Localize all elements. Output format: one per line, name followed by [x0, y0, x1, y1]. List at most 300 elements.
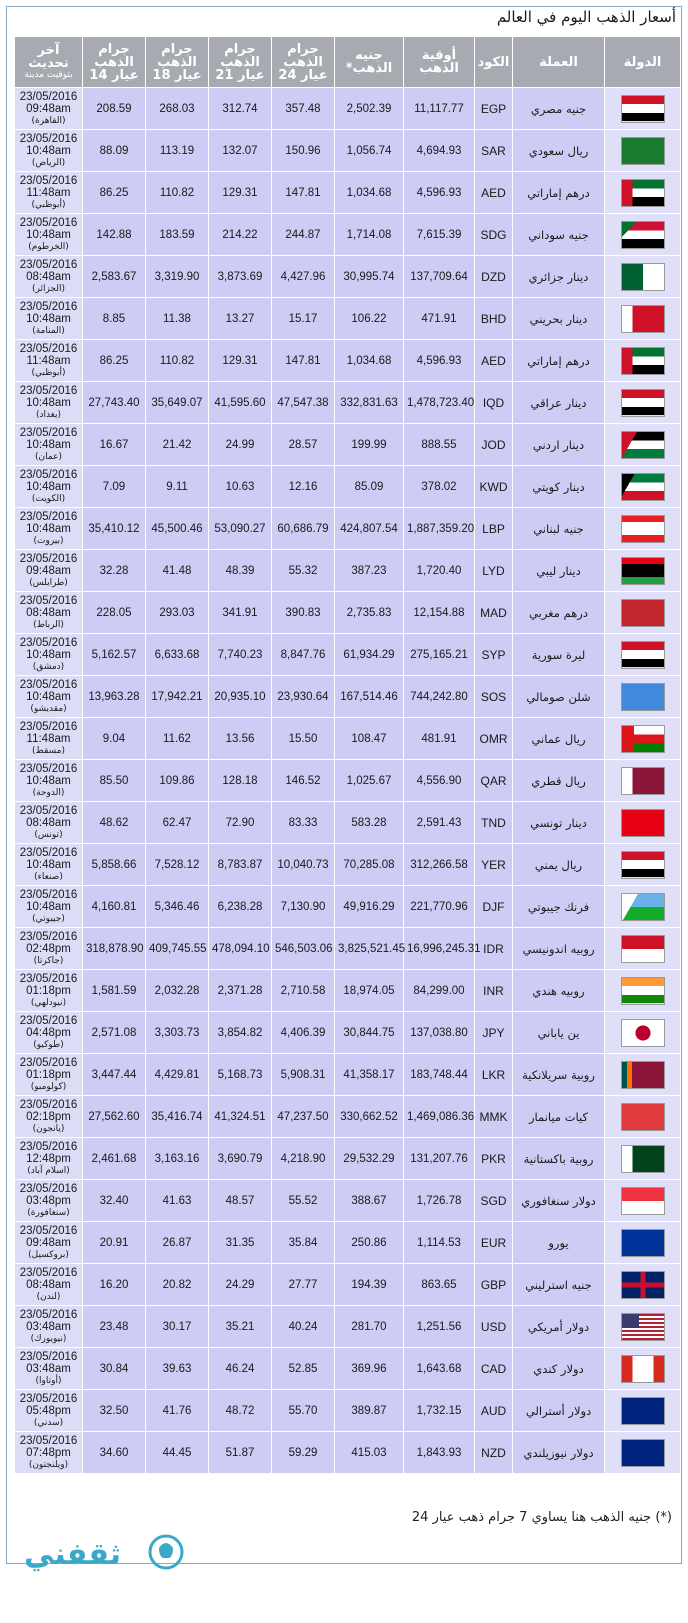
currency-cell: ريال سعودي: [513, 130, 605, 172]
code-cell: OMR: [475, 718, 513, 760]
flag-cell: [605, 88, 681, 130]
flag-cell: [605, 130, 681, 172]
currency-cell: دولار كندي: [513, 1348, 605, 1390]
pound-cell: 387.23: [335, 550, 404, 592]
g18-cell: 293.03: [146, 592, 209, 634]
updated-cell: [15, 508, 83, 550]
ounce-cell: 1,887,359.20: [404, 508, 475, 550]
table-row: [15, 214, 681, 256]
currency-cell: جنيه استرليني: [513, 1264, 605, 1306]
update-date: 23/05/2016: [19, 1350, 78, 1363]
updated-cell: [15, 1348, 83, 1390]
code-cell: BHD: [475, 298, 513, 340]
g18-cell: 21.42: [146, 424, 209, 466]
pound-cell: 1,056.74: [335, 130, 404, 172]
g14-cell: 13,963.28: [83, 676, 146, 718]
code-cell: AED: [475, 340, 513, 382]
code-cell: NZD: [475, 1432, 513, 1474]
table-row: [15, 1306, 681, 1348]
g14-cell: 3,447.44: [83, 1054, 146, 1096]
code-cell: INR: [475, 970, 513, 1012]
g24-cell: 146.52: [272, 760, 335, 802]
g21-cell: 20,935.10: [209, 676, 272, 718]
currency-cell: يورو: [513, 1222, 605, 1264]
indonesia-flag-icon: [621, 935, 665, 963]
update-time: 09:48am: [26, 102, 71, 115]
update-time: 02:18pm: [26, 1110, 71, 1123]
currency-cell: دينار عراقي: [513, 382, 605, 424]
pound-cell: 61,934.29: [335, 634, 404, 676]
tunisia-flag-icon: [621, 809, 665, 837]
update-date: 23/05/2016: [19, 762, 78, 775]
updated-cell: [15, 172, 83, 214]
update-date: 23/05/2016: [19, 90, 78, 103]
code-cell: EGP: [475, 88, 513, 130]
update-date: 23/05/2016: [19, 720, 78, 733]
g21-cell: 6,238.28: [209, 886, 272, 928]
g18-cell: 41.76: [146, 1390, 209, 1432]
code-cell: SDG: [475, 214, 513, 256]
currency-cell: جنيه سوداني: [513, 214, 605, 256]
ounce-cell: 11,117.77: [404, 88, 475, 130]
header-g18: جرام الذهب عيار 18: [146, 37, 209, 88]
g18-cell: 41.48: [146, 550, 209, 592]
flag-cell: [605, 634, 681, 676]
update-time: 10:48am: [26, 690, 71, 703]
pound-cell: 199.99: [335, 424, 404, 466]
g18-cell: 4,429.81: [146, 1054, 209, 1096]
update-city: (نيودلهي): [30, 997, 67, 1008]
update-city: (المنامة): [32, 325, 65, 336]
currency-cell: دولار نيوزيلندي: [513, 1432, 605, 1474]
update-date: 23/05/2016: [19, 216, 78, 229]
currency-cell: ليرة سورية: [513, 634, 605, 676]
updated-cell: [15, 1264, 83, 1306]
g14-cell: 1,581.59: [83, 970, 146, 1012]
ounce-cell: 221,770.96: [404, 886, 475, 928]
pound-cell: 106.22: [335, 298, 404, 340]
code-cell: EUR: [475, 1222, 513, 1264]
updated-cell: [15, 1012, 83, 1054]
update-city: (بروكسيل): [28, 1249, 69, 1260]
australia-flag-icon: [621, 1397, 665, 1425]
update-time: 10:48am: [26, 312, 71, 325]
uae-flag-icon: [621, 179, 665, 207]
g21-cell: 5,168.73: [209, 1054, 272, 1096]
g18-cell: 6,633.68: [146, 634, 209, 676]
header-ounce: أوقية الذهب: [404, 37, 475, 88]
newzealand-flag-icon: [621, 1439, 665, 1467]
yemen-flag-icon: [621, 851, 665, 879]
g21-cell: 129.31: [209, 340, 272, 382]
bahrain-flag-icon: [621, 305, 665, 333]
code-cell: AED: [475, 172, 513, 214]
update-time: 10:48am: [26, 774, 71, 787]
update-date: 23/05/2016: [19, 174, 78, 187]
g24-cell: 4,218.90: [272, 1138, 335, 1180]
code-cell: LBP: [475, 508, 513, 550]
g24-cell: 35.84: [272, 1222, 335, 1264]
uk-flag-icon: [621, 1271, 665, 1299]
table-row: [15, 88, 681, 130]
g14-cell: 27,562.60: [83, 1096, 146, 1138]
g24-cell: 244.87: [272, 214, 335, 256]
update-city: (اسلام آباد): [27, 1165, 70, 1176]
update-date: 23/05/2016: [19, 888, 78, 901]
somalia-flag-icon: [621, 683, 665, 711]
ounce-cell: 137,038.80: [404, 1012, 475, 1054]
update-date: 23/05/2016: [19, 1224, 78, 1237]
flag-cell: [605, 844, 681, 886]
g21-cell: 48.72: [209, 1390, 272, 1432]
update-city: (الدوحة): [32, 787, 65, 798]
update-date: 23/05/2016: [19, 1140, 78, 1153]
table-row: [15, 1180, 681, 1222]
currency-cell: دينار كويتي: [513, 466, 605, 508]
code-cell: DZD: [475, 256, 513, 298]
update-city: (الكويت): [31, 493, 66, 504]
g18-cell: 30.17: [146, 1306, 209, 1348]
updated-cell: [15, 1096, 83, 1138]
g21-cell: 3,873.69: [209, 256, 272, 298]
updated-cell: [15, 676, 83, 718]
page-title: أسعار الذهب اليوم في العالم: [496, 8, 676, 26]
table-row: [15, 1432, 681, 1474]
g24-cell: 147.81: [272, 340, 335, 382]
table-row: [15, 928, 681, 970]
flag-cell: [605, 382, 681, 424]
updated-cell: [15, 886, 83, 928]
update-city: (صنعاء): [34, 871, 63, 882]
logo-text: ثقفني: [24, 1537, 122, 1572]
update-time: 03:48pm: [26, 1194, 71, 1207]
ounce-cell: 744,242.80: [404, 676, 475, 718]
update-city: (الرياض): [31, 157, 66, 168]
ounce-cell: 1,469,086.36: [404, 1096, 475, 1138]
g24-cell: 47,237.50: [272, 1096, 335, 1138]
update-time: 11:48am: [26, 186, 71, 199]
update-time: 10:48am: [26, 228, 71, 241]
code-cell: SAR: [475, 130, 513, 172]
currency-cell: جنيه مصري: [513, 88, 605, 130]
table-body: [15, 88, 681, 1474]
g18-cell: 9.11: [146, 466, 209, 508]
header-updated: [15, 37, 83, 88]
update-time: 10:48am: [26, 648, 71, 661]
updated-cell: [15, 424, 83, 466]
g14-cell: 318,878.90: [83, 928, 146, 970]
code-cell: YER: [475, 844, 513, 886]
code-cell: SYP: [475, 634, 513, 676]
header-g14: جرام الذهب عيار 14: [83, 37, 146, 88]
updated-cell: [15, 256, 83, 298]
update-date: 23/05/2016: [19, 804, 78, 817]
g18-cell: 20.82: [146, 1264, 209, 1306]
egypt-flag-icon: [621, 95, 665, 123]
header-pound: جنيه الذهب*: [335, 37, 404, 88]
pound-cell: 1,034.68: [335, 172, 404, 214]
update-time: 01:18pm: [26, 1068, 71, 1081]
g24-cell: 4,427.96: [272, 256, 335, 298]
pound-cell: 1,714.08: [335, 214, 404, 256]
g21-cell: 35.21: [209, 1306, 272, 1348]
g21-cell: 3,690.79: [209, 1138, 272, 1180]
update-city: (الجزائر): [31, 283, 65, 294]
ounce-cell: 4,596.93: [404, 172, 475, 214]
update-city: (أبوظبي): [31, 367, 66, 378]
table-row: [15, 1390, 681, 1432]
ounce-cell: 7,615.39: [404, 214, 475, 256]
flag-cell: [605, 550, 681, 592]
g14-cell: 228.05: [83, 592, 146, 634]
g24-cell: 5,908.31: [272, 1054, 335, 1096]
g21-cell: 3,854.82: [209, 1012, 272, 1054]
g14-cell: 30.84: [83, 1348, 146, 1390]
g21-cell: 41,595.60: [209, 382, 272, 424]
pound-cell: 424,807.54: [335, 508, 404, 550]
pound-cell: 369.96: [335, 1348, 404, 1390]
pound-cell: 41,358.17: [335, 1054, 404, 1096]
code-cell: PKR: [475, 1138, 513, 1180]
flag-cell: [605, 1432, 681, 1474]
table-row: [15, 844, 681, 886]
djibouti-flag-icon: [621, 893, 665, 921]
code-cell: MMK: [475, 1096, 513, 1138]
update-time: 08:48am: [26, 816, 71, 829]
g14-cell: 32.40: [83, 1180, 146, 1222]
ounce-cell: 84,299.00: [404, 970, 475, 1012]
g18-cell: 3,163.16: [146, 1138, 209, 1180]
update-city: (بيروت): [33, 535, 64, 546]
ounce-cell: 1,251.56: [404, 1306, 475, 1348]
code-cell: GBP: [475, 1264, 513, 1306]
updated-cell: [15, 928, 83, 970]
update-date: 23/05/2016: [19, 1014, 78, 1027]
flag-cell: [605, 676, 681, 718]
table-row: [15, 466, 681, 508]
code-cell: IDR: [475, 928, 513, 970]
table-row: [15, 508, 681, 550]
ounce-cell: 1,720.40: [404, 550, 475, 592]
pound-cell: 1,034.68: [335, 340, 404, 382]
pound-cell: 30,995.74: [335, 256, 404, 298]
jordan-flag-icon: [621, 431, 665, 459]
oman-flag-icon: [621, 725, 665, 753]
flag-cell: [605, 1264, 681, 1306]
code-cell: MAD: [475, 592, 513, 634]
g14-cell: 5,162.57: [83, 634, 146, 676]
update-date: 23/05/2016: [19, 1182, 78, 1195]
table-row: [15, 1054, 681, 1096]
update-time: 10:48am: [26, 900, 71, 913]
update-city: (أوتاوا): [35, 1375, 62, 1386]
flag-cell: [605, 928, 681, 970]
g21-cell: 48.39: [209, 550, 272, 592]
currency-cell: درهم إماراتي: [513, 172, 605, 214]
update-time: 01:18pm: [26, 984, 71, 997]
update-city: (جيبوتي): [32, 913, 65, 924]
update-date: 23/05/2016: [19, 594, 78, 607]
update-date: 23/05/2016: [19, 468, 78, 481]
update-time: 08:48am: [26, 606, 71, 619]
footnote: (*) جنيه الذهب هنا يساوي 7 جرام ذهب عيار 24: [411, 1510, 672, 1525]
ounce-cell: 863.65: [404, 1264, 475, 1306]
flag-cell: [605, 424, 681, 466]
g18-cell: 409,745.55: [146, 928, 209, 970]
update-time: 10:48am: [26, 858, 71, 871]
pound-cell: 108.47: [335, 718, 404, 760]
g24-cell: 55.52: [272, 1180, 335, 1222]
update-time: 09:48am: [26, 564, 71, 577]
update-date: 23/05/2016: [19, 930, 78, 943]
table-row: [15, 1348, 681, 1390]
table-row: [15, 1138, 681, 1180]
header-g21: جرام الذهب عيار 21: [209, 37, 272, 88]
g24-cell: 390.83: [272, 592, 335, 634]
g21-cell: 129.31: [209, 172, 272, 214]
g18-cell: 45,500.46: [146, 508, 209, 550]
pound-cell: 2,735.83: [335, 592, 404, 634]
flag-cell: [605, 886, 681, 928]
myanmar-flag-icon: [621, 1103, 665, 1131]
table-row: [15, 634, 681, 676]
g14-cell: 27,743.40: [83, 382, 146, 424]
g21-cell: 48.57: [209, 1180, 272, 1222]
flag-cell: [605, 1054, 681, 1096]
pound-cell: 3,825,521.45: [335, 928, 404, 970]
update-city: (كولومبو): [30, 1081, 67, 1092]
g24-cell: 7,130.90: [272, 886, 335, 928]
g14-cell: 2,583.67: [83, 256, 146, 298]
g18-cell: 2,032.28: [146, 970, 209, 1012]
g24-cell: 23,930.64: [272, 676, 335, 718]
updated-cell: [15, 1138, 83, 1180]
g18-cell: 110.82: [146, 340, 209, 382]
update-city: (القاهرة): [31, 115, 66, 126]
updated-cell: [15, 340, 83, 382]
pound-cell: 85.09: [335, 466, 404, 508]
g24-cell: 10,040.73: [272, 844, 335, 886]
update-date: 23/05/2016: [19, 1392, 78, 1405]
updated-cell: [15, 382, 83, 424]
g21-cell: 31.35: [209, 1222, 272, 1264]
currency-cell: ريال عماني: [513, 718, 605, 760]
update-time: 03:48am: [26, 1362, 71, 1375]
srilanka-flag-icon: [621, 1061, 665, 1089]
header-updated-label: آخر تحديث: [28, 42, 69, 71]
table-row: [15, 676, 681, 718]
code-cell: SOS: [475, 676, 513, 718]
currency-cell: جنيه لبناني: [513, 508, 605, 550]
update-city: (عمان): [35, 451, 62, 462]
g18-cell: 183.59: [146, 214, 209, 256]
update-time: 11:48am: [26, 354, 71, 367]
currency-cell: دينار اردني: [513, 424, 605, 466]
update-time: 03:48am: [26, 1320, 71, 1333]
g18-cell: 3,303.73: [146, 1012, 209, 1054]
update-city: (الخرطوم): [28, 241, 69, 252]
g14-cell: 32.28: [83, 550, 146, 592]
gold-prices-table: [14, 36, 681, 1474]
ounce-cell: 1,843.93: [404, 1432, 475, 1474]
update-time: 12:48pm: [26, 1152, 71, 1165]
update-time: 10:48am: [26, 522, 71, 535]
ounce-cell: 16,996,245.31: [404, 928, 475, 970]
g24-cell: 8,847.76: [272, 634, 335, 676]
currency-cell: دولار سنغافوري: [513, 1180, 605, 1222]
code-cell: JPY: [475, 1012, 513, 1054]
lebanon-flag-icon: [621, 515, 665, 543]
g24-cell: 59.29: [272, 1432, 335, 1474]
pound-cell: 167,514.46: [335, 676, 404, 718]
update-city: (الرباط): [33, 619, 64, 630]
header-code: الكود: [475, 37, 513, 88]
flag-cell: [605, 340, 681, 382]
currency-cell: شلن صومالي: [513, 676, 605, 718]
g14-cell: 85.50: [83, 760, 146, 802]
updated-cell: [15, 760, 83, 802]
update-date: 23/05/2016: [19, 132, 78, 145]
g21-cell: 24.99: [209, 424, 272, 466]
ounce-cell: 1,643.68: [404, 1348, 475, 1390]
g14-cell: 34.60: [83, 1432, 146, 1474]
eu-flag-icon: [621, 1229, 665, 1257]
update-date: 23/05/2016: [19, 972, 78, 985]
usa-flag-icon: [621, 1313, 665, 1341]
g14-cell: 142.88: [83, 214, 146, 256]
update-date: 23/05/2016: [19, 1056, 78, 1069]
ounce-cell: 4,556.90: [404, 760, 475, 802]
ounce-cell: 1,114.53: [404, 1222, 475, 1264]
code-cell: TND: [475, 802, 513, 844]
g14-cell: 2,571.08: [83, 1012, 146, 1054]
g21-cell: 13.56: [209, 718, 272, 760]
table-row: [15, 592, 681, 634]
g21-cell: 53,090.27: [209, 508, 272, 550]
table-row: [15, 718, 681, 760]
g24-cell: 2,710.58: [272, 970, 335, 1012]
updated-cell: [15, 214, 83, 256]
update-date: 23/05/2016: [19, 1098, 78, 1111]
g24-cell: 55.70: [272, 1390, 335, 1432]
update-city: (طرابلس): [29, 577, 68, 588]
updated-cell: [15, 1054, 83, 1096]
table-row: [15, 382, 681, 424]
g18-cell: 26.87: [146, 1222, 209, 1264]
g24-cell: 40.24: [272, 1306, 335, 1348]
g21-cell: 128.18: [209, 760, 272, 802]
update-date: 23/05/2016: [19, 510, 78, 523]
g21-cell: 2,371.28: [209, 970, 272, 1012]
updated-cell: [15, 1180, 83, 1222]
update-time: 05:48pm: [26, 1404, 71, 1417]
g14-cell: 8.85: [83, 298, 146, 340]
g18-cell: 11.38: [146, 298, 209, 340]
g14-cell: 86.25: [83, 172, 146, 214]
flag-cell: [605, 1348, 681, 1390]
flag-cell: [605, 466, 681, 508]
g21-cell: 72.90: [209, 802, 272, 844]
kuwait-flag-icon: [621, 473, 665, 501]
code-cell: CAD: [475, 1348, 513, 1390]
ounce-cell: 137,709.64: [404, 256, 475, 298]
ounce-cell: 1,726.78: [404, 1180, 475, 1222]
update-date: 23/05/2016: [19, 678, 78, 691]
code-cell: LKR: [475, 1054, 513, 1096]
iraq-flag-icon: [621, 389, 665, 417]
g21-cell: 214.22: [209, 214, 272, 256]
updated-cell: [15, 466, 83, 508]
